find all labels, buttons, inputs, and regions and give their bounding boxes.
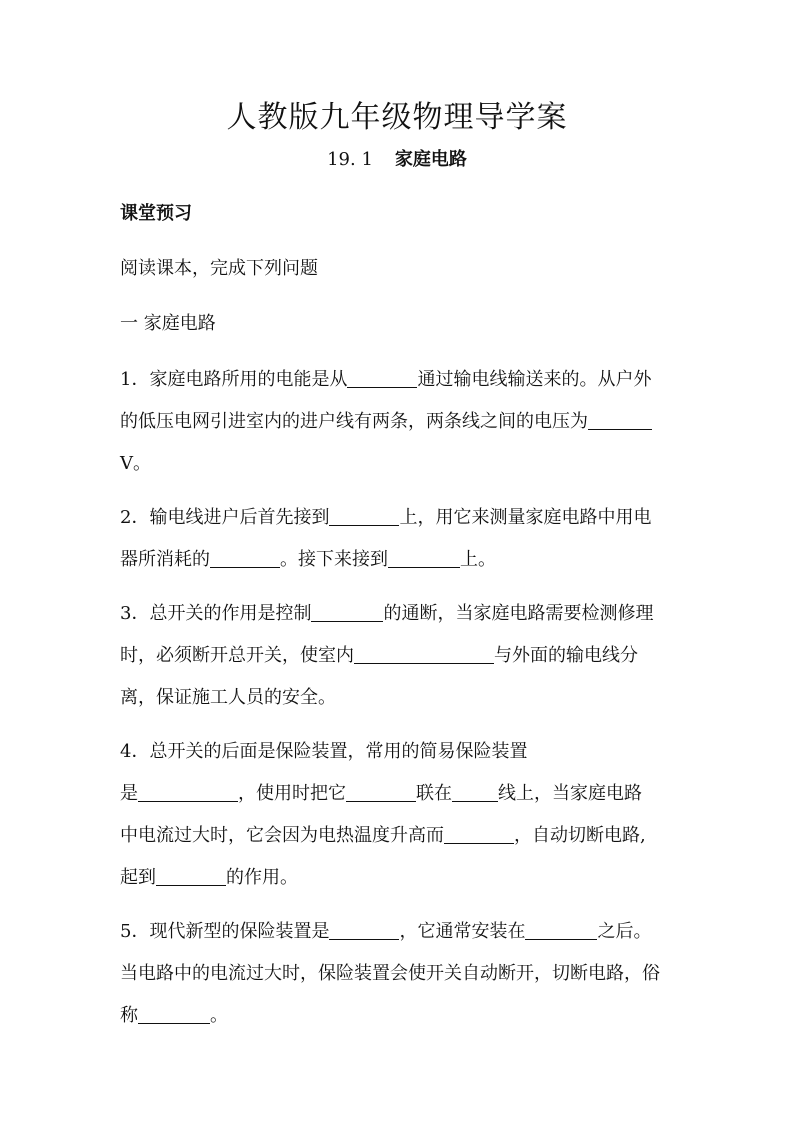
question-5-line-2: 当电路中的电流过大时，保险装置会使开关自动断开，切断电路，俗: [120, 963, 660, 984]
question-3-line-1: 3．总开关的作用是控制 的通断，当家庭电路需要检测修理: [120, 603, 654, 624]
answer-blank[interactable]: [311, 601, 383, 622]
question-4-line-2: 是 ，使用时把它 联在 线上，当家庭电路: [120, 783, 642, 804]
section-name: 家庭电路: [394, 149, 467, 170]
question-2-line-1: 2．输电线进户后首先接到 上，用它来测量家庭电路中用电: [120, 507, 652, 528]
answer-blank[interactable]: [452, 781, 498, 802]
question-5-line-3: 称 。: [120, 1005, 228, 1026]
question-4-line-1: 4．总开关的后面是保险装置，常用的简易保险装置: [120, 741, 528, 762]
preview-heading: 课堂预习: [120, 203, 192, 224]
answer-blank[interactable]: [329, 919, 399, 940]
answer-blank[interactable]: [388, 547, 460, 568]
answer-blank[interactable]: [138, 1003, 210, 1024]
section-number: 19. 1: [327, 149, 373, 170]
question-3-line-2: 时，必须断开总开关，使室内 与外面的输电线分: [120, 645, 638, 666]
instruction-text: 阅读课本，完成下列问题: [120, 258, 318, 279]
answer-blank[interactable]: [588, 409, 652, 430]
question-1-line-2: 的低压电网引进室内的进户线有两条，两条线之间的电压为: [120, 408, 680, 436]
question-2-line-2: 器所消耗的 。接下来接到 上。: [120, 549, 496, 570]
question-1-line-3: V。: [120, 453, 151, 474]
answer-blank[interactable]: [354, 643, 494, 664]
part-one-heading: 一 家庭电路: [120, 313, 216, 334]
section-subtitle: [0, 146, 794, 174]
question-4-line-3: 中电流过大时，它会因为电热温度升高而 ，自动切断电路,: [120, 825, 646, 846]
question-1-line-1: 1．家庭电路所用的电能是从 通过输电线输送来的。从户外: [120, 369, 652, 390]
question-5-line-1: 5．现代新型的保险装置是 ，它通常安装在 之后。: [120, 921, 652, 942]
answer-blank[interactable]: [156, 865, 226, 886]
answer-blank[interactable]: [525, 919, 597, 940]
question-3-line-3: 离，保证施工人员的安全。: [120, 687, 336, 708]
answer-blank[interactable]: [138, 781, 238, 802]
answer-blank[interactable]: [210, 547, 280, 568]
answer-blank[interactable]: [444, 823, 514, 844]
answer-blank[interactable]: [329, 505, 399, 526]
answer-blank[interactable]: [347, 367, 417, 388]
question-4-line-4: 起到 的作用。: [120, 867, 298, 888]
answer-blank[interactable]: [346, 781, 416, 802]
page-title: 人教版九年级物理导学案: [226, 100, 568, 135]
